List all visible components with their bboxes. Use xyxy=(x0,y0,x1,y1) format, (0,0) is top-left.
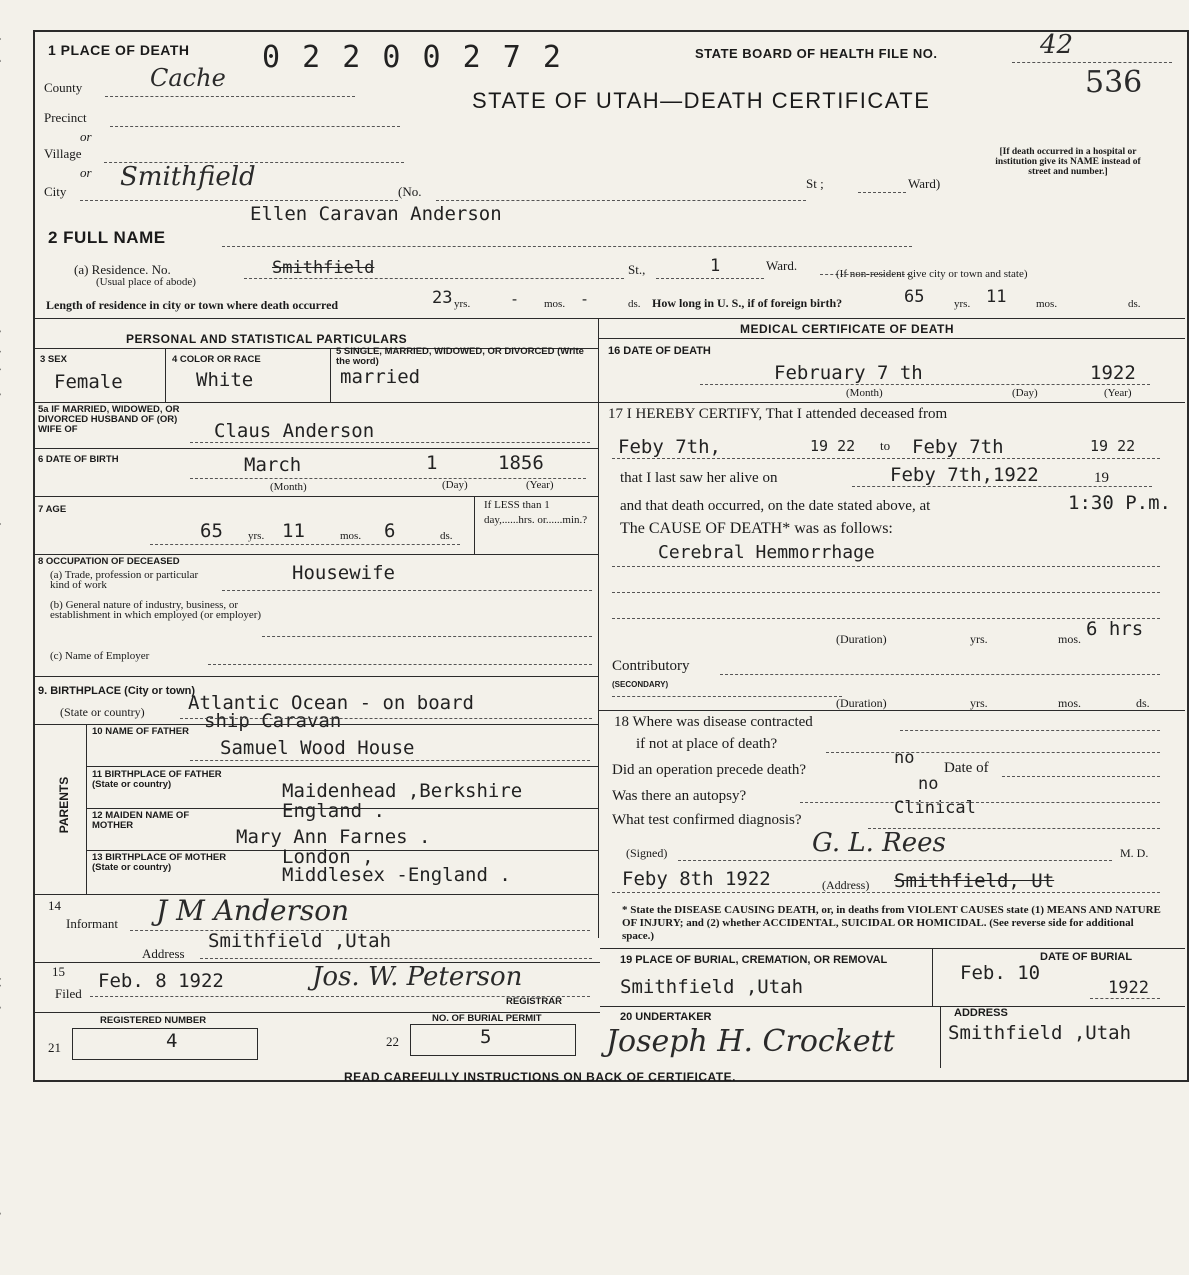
burial-date-value: Feb. 10 xyxy=(960,962,1041,984)
medical-section-title: MEDICAL CERTIFICATE OF DEATH xyxy=(740,322,954,336)
us-yrs-label: yrs. xyxy=(954,298,971,310)
burial-permit-box xyxy=(410,1024,576,1056)
color-value: White xyxy=(196,369,254,391)
birthplace-label: 9. BIRTHPLACE (City or town) xyxy=(38,685,196,697)
full-name-label: 2 FULL NAME xyxy=(48,228,166,247)
burial-place-label: 19 PLACE OF BURIAL, CREMATION, OR REMOVAL xyxy=(620,954,888,966)
full-name-value: Ellen Caravan Anderson xyxy=(250,203,502,225)
autopsy-label: Was there an autopsy? xyxy=(612,788,747,804)
test-value: Clinical xyxy=(894,798,976,818)
informant-label: Informant xyxy=(66,916,118,931)
father-bp-value1: Maidenhead ,Berkshire xyxy=(282,780,523,802)
length-label: Length of residence in city or town where death occurred xyxy=(46,298,339,312)
last-saw-label: that I last saw her alive on xyxy=(620,470,778,486)
undertaker-label: 20 UNDERTAKER xyxy=(620,1011,712,1023)
attended-from: Feby 7th, xyxy=(618,436,721,458)
us-ds-label: ds. xyxy=(1128,298,1141,310)
us-yrs: 65 xyxy=(904,287,925,307)
attended-to: Feby 7th xyxy=(912,436,1004,458)
registrar-signature: Jos. W. Peterson xyxy=(312,962,523,992)
residence-label: (a) Residence. No. xyxy=(74,262,171,277)
operation-label: Did an operation precede death? xyxy=(612,762,807,778)
file-no-value: 42 xyxy=(1040,30,1074,60)
sex-label: 3 SEX xyxy=(40,354,67,365)
precinct-label: Precinct xyxy=(44,110,87,125)
ward-label: Ward) xyxy=(908,176,941,191)
father-value: Samuel Wood House xyxy=(220,737,415,759)
length-mos-dash: - xyxy=(510,290,520,308)
duration2-mos: mos. xyxy=(1058,696,1082,710)
length-ds-dash: - xyxy=(580,290,590,308)
informant-address-label: Address xyxy=(142,946,185,961)
mother-bp-value1: London , xyxy=(282,846,374,868)
personal-section-title: PERSONAL AND STATISTICAL PARTICULARS xyxy=(126,332,408,346)
contributory-label: Contributory xyxy=(612,658,690,674)
signed-address: Smithfield, Ut xyxy=(894,870,1055,892)
city-label: City xyxy=(44,184,67,199)
date-of-death-value: February 7 th xyxy=(774,362,923,384)
length-mos-label: mos. xyxy=(544,298,566,310)
occupation-c: (c) Name of Employer xyxy=(50,650,150,662)
color-label: 4 COLOR OR RACE xyxy=(172,354,261,365)
marital-label: 5 SINGLE, MARRIED, WIDOWED, OR DIVORCED (Write the word) xyxy=(336,346,584,367)
reg-num-prefix: 21 xyxy=(48,1040,61,1055)
occupation-a: (a) Trade, profession or particular kind of work xyxy=(50,569,199,591)
signed-label: (Signed) xyxy=(626,846,668,860)
age-yrs-label: yrs. xyxy=(248,530,265,542)
burial-address: Smithfield ,Utah xyxy=(948,1022,1132,1044)
death-year-label: (Year) xyxy=(1104,387,1132,399)
informant-num: 14 xyxy=(48,898,61,913)
informant-address: Smithfield ,Utah xyxy=(208,930,392,952)
death-month-label: (Month) xyxy=(846,387,883,399)
certificate-number: 0 2 2 0 0 2 7 2 xyxy=(262,40,563,75)
duration-label: (Duration) xyxy=(836,632,887,646)
filed-value: Feb. 8 1922 xyxy=(98,970,224,992)
county-label: County xyxy=(44,80,83,95)
cause-label: The CAUSE OF DEATH* was as follows: xyxy=(620,520,893,537)
informant-signature: J M Anderson xyxy=(156,894,350,927)
city-value: Smithfield xyxy=(120,162,256,192)
death-occurred-label: and that death occurred, on the date stated above, at xyxy=(620,498,931,514)
occupation-value: Housewife xyxy=(292,562,395,584)
mother-value: Mary Ann Farnes . xyxy=(236,826,431,848)
us-mos-label: mos. xyxy=(1036,298,1058,310)
age-label: 7 AGE xyxy=(38,504,67,515)
to-year: 19 22 xyxy=(1090,437,1136,455)
dob-day-label: (Day) xyxy=(442,479,468,491)
signed-address-label: (Address) xyxy=(822,878,870,892)
file-no-alt: 536 xyxy=(1085,65,1143,100)
registrar-label: REGISTRAR xyxy=(506,996,562,1007)
certify-text: 17 I HEREBY CERTIFY, That I attended deceased from xyxy=(608,406,948,422)
village-label: Village xyxy=(44,146,82,161)
age-mos-label: mos. xyxy=(340,530,362,542)
from-year: 19 22 xyxy=(810,437,856,455)
birthplace-value2: ship Caravan xyxy=(204,710,342,732)
certificate-title: STATE OF UTAH—DEATH CERTIFICATE xyxy=(472,88,931,113)
duration2-yrs: yrs. xyxy=(970,696,988,710)
usual-place-note: (Usual place of abode) xyxy=(96,276,196,288)
us-mos: 11 xyxy=(986,287,1007,307)
duration-value: 6 hrs xyxy=(1086,618,1144,640)
county-value: Cache xyxy=(150,64,226,92)
medical-footnote: * State the DISEASE CAUSING DEATH, or, in deaths from VIOLENT CAUSES state (1) MEANS AND NATURE OF INJURY; and (2) whether ACCIDENTAL, SUICIDAL OR HOMICIDAL. (See reverse side for additional space.) xyxy=(622,904,1161,942)
to-label: to xyxy=(880,438,891,453)
residence-ward-label: Ward. xyxy=(766,258,798,273)
burial-place-value: Smithfield ,Utah xyxy=(620,976,804,998)
q18-label: 18 Where was disease contracted xyxy=(614,714,813,730)
us-label: How long in U. S., if of foreign birth? xyxy=(652,296,843,310)
sex-value: Female xyxy=(54,371,123,393)
mother-bp-value2: Middlesex -England . xyxy=(282,864,511,886)
signed-value: G. L. Rees xyxy=(812,828,946,858)
file-no-label: STATE BOARD OF HEALTH FILE NO. xyxy=(695,46,938,61)
place-of-death-label: 1 PLACE OF DEATH xyxy=(48,42,190,58)
length-yrs-label: yrs. xyxy=(454,298,471,310)
last-saw-tail: 19 xyxy=(1094,470,1109,486)
spouse-label: 5a IF MARRIED, WIDOWED, OR DIVORCED HUSBAND OF (OR) WIFE OF xyxy=(38,404,180,435)
mother-bp-label: 13 BIRTHPLACE OF MOTHER (State or country) xyxy=(92,852,227,873)
undertaker-signature: Joseph H. Crockett xyxy=(606,1024,895,1059)
cause-value: Cerebral Hemmorrhage xyxy=(658,542,875,563)
dob-label: 6 DATE OF BIRTH xyxy=(38,454,119,465)
length-ds-label: ds. xyxy=(628,298,641,310)
occupation-label: 8 OCCUPATION OF DECEASED xyxy=(38,556,180,567)
reg-number-label: REGISTERED NUMBER xyxy=(100,1015,207,1026)
duration-yrs: yrs. xyxy=(970,632,988,646)
duration2-label: (Duration) xyxy=(836,696,887,710)
age-ds: 6 xyxy=(384,520,396,542)
age-yrs: 65 xyxy=(200,520,223,542)
reg-number: 4 xyxy=(166,1030,178,1052)
mother-label: 12 MAIDEN NAME OF MOTHER xyxy=(92,810,190,831)
less-than-label: If LESS than 1 day,......hrs. or......min.? xyxy=(484,499,588,526)
burial-date-year: 1922 xyxy=(1108,978,1149,998)
death-time: 1:30 P.m. xyxy=(1068,492,1171,514)
test-label: What test confirmed diagnosis? xyxy=(612,812,802,828)
burial-date-label: DATE OF BURIAL xyxy=(1040,951,1133,963)
length-yrs: 23 xyxy=(432,288,453,308)
duration-mos: mos. xyxy=(1058,632,1082,646)
autopsy-value: no xyxy=(918,774,939,794)
secondary-label: (SECONDARY) xyxy=(612,680,669,689)
date-of-death-label: 16 DATE OF DEATH xyxy=(608,345,711,357)
or-label: or xyxy=(80,129,92,144)
burial-address-label: ADDRESS xyxy=(954,1007,1008,1019)
q18b-label: if not at place of death? xyxy=(636,736,778,752)
no-label: (No. xyxy=(398,184,422,199)
md-label: M. D. xyxy=(1120,846,1149,860)
filed-num: 15 xyxy=(52,964,65,979)
date-of-death-year: 1922 xyxy=(1090,362,1136,384)
father-bp-label: 11 BIRTHPLACE OF FATHER (State or country) xyxy=(92,769,222,790)
signed-date: Feby 8th 1922 xyxy=(622,868,771,890)
last-saw-value: Feby 7th,1922 xyxy=(890,464,1039,486)
residence-value: Smithfield xyxy=(272,258,375,278)
father-bp-value2: England . xyxy=(282,800,385,822)
dob-day: 1 xyxy=(426,452,438,474)
father-label: 10 NAME OF FATHER xyxy=(92,726,189,737)
dob-year: 1856 xyxy=(498,452,544,474)
hospital-note: [If death occurred in a hospital or institution give its NAME instead of street and number.] xyxy=(995,147,1141,177)
residence-st-label: St., xyxy=(628,262,646,277)
spouse-value: Claus Anderson xyxy=(214,420,375,442)
burial-permit-label: NO. OF BURIAL PERMIT xyxy=(432,1013,542,1024)
date-of-label: Date of xyxy=(944,760,989,776)
age-mos: 11 xyxy=(282,520,305,542)
age-ds-label: ds. xyxy=(440,530,453,542)
st-label: St ; xyxy=(806,176,824,191)
dob-month-label: (Month) xyxy=(270,481,307,493)
duration2-ds: ds. xyxy=(1136,696,1150,710)
filed-label: Filed xyxy=(55,986,82,1001)
burial-permit: 5 xyxy=(480,1026,492,1048)
or-label-2: or xyxy=(80,165,92,180)
footer-instructions: READ CAREFULLY INSTRUCTIONS ON BACK OF CERTIFICATE. xyxy=(344,1070,736,1084)
death-day-label: (Day) xyxy=(1012,387,1038,399)
dob-month: March xyxy=(244,454,302,476)
operation-value: no xyxy=(894,748,915,768)
birthplace-state-label: (State or country) xyxy=(60,705,145,719)
birthplace-value1: Atlantic Ocean - on board xyxy=(188,692,474,714)
burial-permit-prefix: 22 xyxy=(386,1034,399,1049)
marital-value: married xyxy=(340,366,421,388)
dob-year-label: (Year) xyxy=(526,479,554,491)
reg-number-box xyxy=(72,1028,258,1060)
residence-st-value: 1 xyxy=(710,256,721,276)
parents-label: PARENTS xyxy=(57,776,72,834)
occupation-b: (b) General nature of industry, business, or establishment in which employed (or employer) xyxy=(50,599,262,621)
nonresident-note: (If non-resident give city or town and state) xyxy=(836,268,1028,280)
